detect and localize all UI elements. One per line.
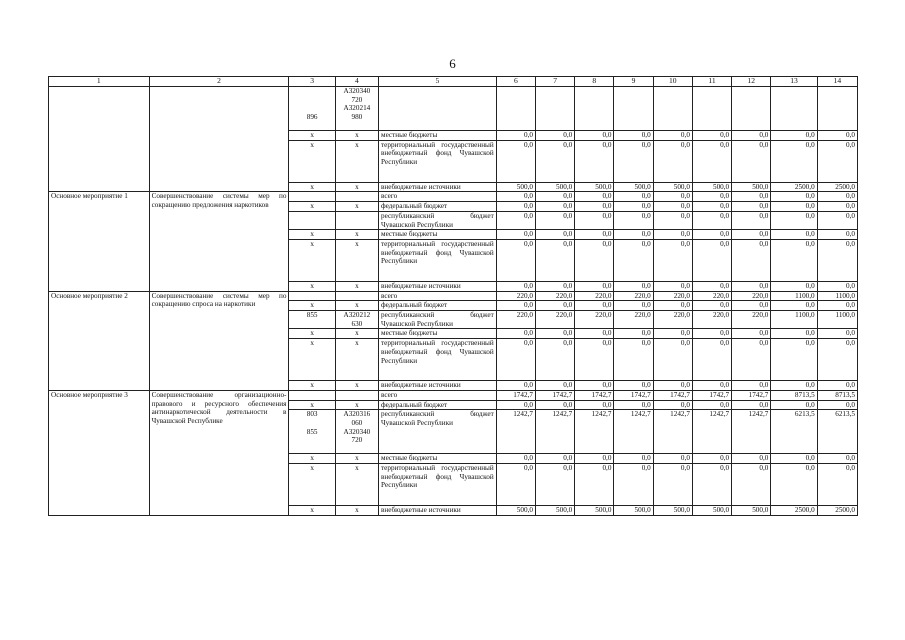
- measure-name: Основное мероприятие 2: [49, 291, 150, 390]
- value-cell: 0,0: [575, 301, 614, 311]
- value-cell: 0,0: [535, 463, 574, 505]
- value-cell: 0,0: [496, 192, 535, 202]
- col-3-cell: х: [289, 454, 335, 464]
- value-cell: 0,0: [771, 230, 817, 240]
- value-cell: 0,0: [575, 239, 614, 281]
- value-cell: 1742,7: [653, 390, 692, 400]
- value-cell: 500,0: [653, 505, 692, 515]
- col-3-cell: х: [289, 463, 335, 505]
- value-cell: 0,0: [692, 381, 731, 391]
- value-cell: 0,0: [653, 329, 692, 339]
- funding-source-label: территориальный государственный внебюджетный фонд Чувашской Республики: [379, 239, 497, 281]
- value-cell: 0,0: [575, 192, 614, 202]
- col-4-cell: х: [335, 329, 378, 339]
- value-cell: 0,0: [653, 281, 692, 291]
- value-cell: 0,0: [653, 230, 692, 240]
- funding-source-label: всего: [379, 291, 497, 301]
- value-cell: 0,0: [817, 131, 857, 141]
- value-cell: 0,0: [771, 400, 817, 410]
- col-3-cell: х: [289, 381, 335, 391]
- value-cell: 0,0: [535, 192, 574, 202]
- value-cell: 0,0: [771, 140, 817, 182]
- value-cell: 0,0: [496, 339, 535, 381]
- value-cell: 0,0: [732, 131, 771, 141]
- value-cell: 0,0: [732, 400, 771, 410]
- value-cell: 0,0: [535, 301, 574, 311]
- value-cell: 0,0: [614, 329, 653, 339]
- value-cell: 0,0: [771, 192, 817, 202]
- value-cell: 1100,0: [817, 311, 857, 329]
- value-cell: 0,0: [692, 192, 731, 202]
- value-cell: 2500,0: [817, 182, 857, 192]
- col-4-cell: х: [335, 182, 378, 192]
- funding-source-label: федеральный бюджет: [379, 301, 497, 311]
- value-cell: 1242,7: [496, 410, 535, 454]
- column-number: 2: [149, 77, 289, 87]
- value-cell: 0,0: [771, 281, 817, 291]
- value-cell: 0,0: [817, 202, 857, 212]
- measure-name: Основное мероприятие 3: [49, 390, 150, 515]
- col-3-cell: х: [289, 230, 335, 240]
- value-cell: 1242,7: [575, 410, 614, 454]
- value-cell: 0,0: [732, 301, 771, 311]
- value-cell: 220,0: [614, 291, 653, 301]
- measure-description: Совершенствование системы мер по сокращению спроса на наркотики: [149, 291, 289, 390]
- value-cell: 0,0: [732, 463, 771, 505]
- value-cell: 0,0: [614, 301, 653, 311]
- value-cell: 0,0: [732, 329, 771, 339]
- value-cell: 500,0: [496, 182, 535, 192]
- col-4-cell: х: [335, 202, 378, 212]
- col-4-cell: [335, 192, 378, 202]
- column-number: 12: [732, 77, 771, 87]
- measure-description: Совершенствование организационно-правового и ресурсного обеспечения антинаркотической деятельности в Чувашской Республике: [149, 390, 289, 515]
- funding-source-label: внебюджетные источники: [379, 281, 497, 291]
- value-cell: 6213,5: [771, 410, 817, 454]
- value-cell: 8713,5: [817, 390, 857, 400]
- col-4-cell: х: [335, 339, 378, 381]
- value-cell: 0,0: [575, 463, 614, 505]
- value-cell: 0,0: [817, 463, 857, 505]
- value-cell: 0,0: [653, 454, 692, 464]
- value-cell: 0,0: [614, 239, 653, 281]
- value-cell: 0,0: [732, 239, 771, 281]
- col-2-cell: [149, 87, 289, 192]
- value-cell: 6213,5: [817, 410, 857, 454]
- value-cell: 500,0: [614, 182, 653, 192]
- value-cell: 0,0: [732, 454, 771, 464]
- value-cell: 500,0: [535, 505, 574, 515]
- value-cell: 0,0: [732, 230, 771, 240]
- col-3-cell: х: [289, 131, 335, 141]
- value-cell: 0,0: [535, 140, 574, 182]
- col-4-cell: х: [335, 140, 378, 182]
- value-cell: 0,0: [614, 211, 653, 229]
- col-4-cell: х: [335, 463, 378, 505]
- value-cell: 0,0: [614, 463, 653, 505]
- value-cell: 0,0: [535, 281, 574, 291]
- value-cell: 0,0: [817, 281, 857, 291]
- value-cell: 220,0: [496, 291, 535, 301]
- col-4-cell: [335, 211, 378, 229]
- col-3-cell: х: [289, 505, 335, 515]
- value-cell: 0,0: [692, 131, 731, 141]
- value-cell: 220,0: [614, 311, 653, 329]
- col-1-cell: [49, 87, 150, 192]
- col-4-cell: х: [335, 131, 378, 141]
- value-cell: 0,0: [614, 192, 653, 202]
- col-3-cell: [289, 390, 335, 400]
- value-cell: 1742,7: [575, 390, 614, 400]
- empty-cell: [496, 87, 535, 131]
- value-cell: 0,0: [771, 329, 817, 339]
- table-row: [49, 192, 858, 202]
- value-cell: 0,0: [692, 239, 731, 281]
- value-cell: 0,0: [535, 211, 574, 229]
- col-4-cell: х: [335, 381, 378, 391]
- value-cell: 0,0: [614, 230, 653, 240]
- funding-source-label: федеральный бюджет: [379, 400, 497, 410]
- column-number: 4: [335, 77, 378, 87]
- value-cell: 0,0: [535, 239, 574, 281]
- value-cell: 2500,0: [817, 505, 857, 515]
- empty-cell: [817, 87, 857, 131]
- col-4-cell: х: [335, 281, 378, 291]
- empty-cell: [771, 87, 817, 131]
- col-3-cell: х: [289, 329, 335, 339]
- budget-table: [48, 76, 858, 516]
- funding-source-label: местные бюджеты: [379, 230, 497, 240]
- col-4-cell: х: [335, 454, 378, 464]
- value-cell: 0,0: [614, 281, 653, 291]
- col-4-cell: х: [335, 230, 378, 240]
- value-cell: 0,0: [614, 381, 653, 391]
- value-cell: 0,0: [771, 211, 817, 229]
- value-cell: 0,0: [817, 192, 857, 202]
- column-number: 7: [535, 77, 574, 87]
- col-4-cell: [335, 291, 378, 301]
- value-cell: 500,0: [732, 182, 771, 192]
- value-cell: 0,0: [535, 454, 574, 464]
- column-number: 11: [692, 77, 731, 87]
- value-cell: 0,0: [732, 192, 771, 202]
- value-cell: 0,0: [771, 131, 817, 141]
- empty-cell: [379, 87, 497, 131]
- value-cell: 500,0: [653, 182, 692, 192]
- value-cell: 0,0: [771, 454, 817, 464]
- col-4-cell: А320212 630: [335, 311, 378, 329]
- header-row: [49, 77, 858, 87]
- value-cell: 0,0: [817, 329, 857, 339]
- funding-source-label: внебюджетные источники: [379, 505, 497, 515]
- value-cell: 0,0: [653, 192, 692, 202]
- empty-cell: [692, 87, 731, 131]
- value-cell: 0,0: [692, 230, 731, 240]
- value-cell: 0,0: [496, 211, 535, 229]
- value-cell: 0,0: [614, 454, 653, 464]
- col-4-cell: х: [335, 239, 378, 281]
- col-3-cell: [289, 211, 335, 229]
- value-cell: 0,0: [817, 211, 857, 229]
- col-4-cell: х: [335, 400, 378, 410]
- budget-code: 896: [289, 87, 335, 131]
- value-cell: 0,0: [496, 281, 535, 291]
- value-cell: 0,0: [575, 202, 614, 212]
- value-cell: 1742,7: [692, 390, 731, 400]
- col-3-cell: х: [289, 140, 335, 182]
- value-cell: 0,0: [496, 301, 535, 311]
- table-row: [49, 390, 858, 400]
- value-cell: 0,0: [817, 239, 857, 281]
- value-cell: 0,0: [614, 202, 653, 212]
- value-cell: 0,0: [732, 339, 771, 381]
- value-cell: 0,0: [817, 230, 857, 240]
- value-cell: 0,0: [817, 339, 857, 381]
- empty-cell: [653, 87, 692, 131]
- value-cell: 0,0: [496, 400, 535, 410]
- value-cell: 0,0: [575, 381, 614, 391]
- value-cell: 1242,7: [692, 410, 731, 454]
- value-cell: 500,0: [614, 505, 653, 515]
- col-4-cell: А320316 060 А320340 720: [335, 410, 378, 454]
- value-cell: 0,0: [692, 301, 731, 311]
- value-cell: 0,0: [653, 211, 692, 229]
- value-cell: 0,0: [692, 140, 731, 182]
- target-article-code: А320340 720 А320214 980: [335, 87, 378, 131]
- empty-cell: [614, 87, 653, 131]
- col-3-cell: 803 855: [289, 410, 335, 454]
- value-cell: 0,0: [653, 463, 692, 505]
- value-cell: 0,0: [535, 329, 574, 339]
- value-cell: 1742,7: [496, 390, 535, 400]
- col-3-cell: х: [289, 301, 335, 311]
- value-cell: 0,0: [575, 329, 614, 339]
- value-cell: 0,0: [614, 140, 653, 182]
- funding-source-label: республиканский бюджет Чувашской Республики: [379, 311, 497, 329]
- value-cell: 1242,7: [614, 410, 653, 454]
- table-row: [49, 87, 858, 131]
- value-cell: 0,0: [575, 140, 614, 182]
- value-cell: 0,0: [535, 230, 574, 240]
- value-cell: 0,0: [496, 463, 535, 505]
- col-3-cell: х: [289, 202, 335, 212]
- value-cell: 0,0: [575, 454, 614, 464]
- value-cell: 0,0: [575, 281, 614, 291]
- column-number: 14: [817, 77, 857, 87]
- value-cell: 500,0: [692, 505, 731, 515]
- value-cell: 0,0: [771, 239, 817, 281]
- value-cell: 0,0: [614, 339, 653, 381]
- col-3-cell: х: [289, 400, 335, 410]
- col-4-cell: х: [335, 505, 378, 515]
- value-cell: 0,0: [653, 400, 692, 410]
- value-cell: 220,0: [535, 311, 574, 329]
- column-number: 9: [614, 77, 653, 87]
- value-cell: 500,0: [575, 505, 614, 515]
- value-cell: 0,0: [575, 131, 614, 141]
- value-cell: 1742,7: [614, 390, 653, 400]
- funding-source-label: территориальный государственный внебюджетный фонд Чувашской Республики: [379, 463, 497, 505]
- col-4-cell: [335, 390, 378, 400]
- value-cell: 0,0: [771, 301, 817, 311]
- value-cell: 220,0: [575, 311, 614, 329]
- empty-cell: [535, 87, 574, 131]
- value-cell: 0,0: [692, 329, 731, 339]
- column-number: 8: [575, 77, 614, 87]
- value-cell: 0,0: [771, 463, 817, 505]
- value-cell: 0,0: [653, 301, 692, 311]
- col-4-cell: х: [335, 301, 378, 311]
- value-cell: 0,0: [771, 381, 817, 391]
- value-cell: 500,0: [535, 182, 574, 192]
- value-cell: 0,0: [496, 381, 535, 391]
- value-cell: 220,0: [692, 311, 731, 329]
- value-cell: 0,0: [817, 301, 857, 311]
- empty-cell: [732, 87, 771, 131]
- value-cell: 8713,5: [771, 390, 817, 400]
- funding-source-label: республиканский бюджет Чувашской Республики: [379, 211, 497, 229]
- column-number: 13: [771, 77, 817, 87]
- value-cell: 1742,7: [535, 390, 574, 400]
- value-cell: 0,0: [496, 131, 535, 141]
- funding-source-label: внебюджетные источники: [379, 182, 497, 192]
- value-cell: 1242,7: [653, 410, 692, 454]
- value-cell: 500,0: [496, 505, 535, 515]
- value-cell: 0,0: [496, 454, 535, 464]
- value-cell: 0,0: [771, 202, 817, 212]
- col-3-cell: х: [289, 339, 335, 381]
- value-cell: 0,0: [732, 140, 771, 182]
- value-cell: 2500,0: [771, 505, 817, 515]
- funding-source-label: внебюджетные источники: [379, 381, 497, 391]
- value-cell: 1742,7: [732, 390, 771, 400]
- value-cell: 0,0: [496, 239, 535, 281]
- column-number: 6: [496, 77, 535, 87]
- value-cell: 220,0: [732, 291, 771, 301]
- value-cell: 0,0: [535, 339, 574, 381]
- value-cell: 0,0: [496, 140, 535, 182]
- value-cell: 0,0: [535, 381, 574, 391]
- col-3-cell: [289, 192, 335, 202]
- value-cell: 0,0: [535, 400, 574, 410]
- value-cell: 500,0: [575, 182, 614, 192]
- value-cell: 500,0: [732, 505, 771, 515]
- value-cell: 0,0: [692, 339, 731, 381]
- value-cell: 0,0: [732, 202, 771, 212]
- value-cell: 220,0: [496, 311, 535, 329]
- measure-description: Совершенствование системы мер по сокращению предложения наркотиков: [149, 192, 289, 291]
- value-cell: 0,0: [692, 202, 731, 212]
- value-cell: 1242,7: [732, 410, 771, 454]
- value-cell: 0,0: [692, 281, 731, 291]
- value-cell: 220,0: [535, 291, 574, 301]
- column-number: 1: [49, 77, 150, 87]
- funding-source-label: федеральный бюджет: [379, 202, 497, 212]
- table-row: [49, 291, 858, 301]
- column-number: 10: [653, 77, 692, 87]
- value-cell: 0,0: [653, 140, 692, 182]
- value-cell: 0,0: [575, 211, 614, 229]
- value-cell: 1100,0: [817, 291, 857, 301]
- funding-source-label: всего: [379, 390, 497, 400]
- column-number: 5: [379, 77, 497, 87]
- value-cell: 220,0: [653, 291, 692, 301]
- measure-name: Основное мероприятие 1: [49, 192, 150, 291]
- value-cell: 0,0: [575, 339, 614, 381]
- value-cell: 220,0: [732, 311, 771, 329]
- value-cell: 0,0: [496, 202, 535, 212]
- value-cell: 0,0: [653, 339, 692, 381]
- page-number: 6: [449, 56, 456, 71]
- funding-source-label: территориальный государственный внебюджетный фонд Чувашской Республики: [379, 140, 497, 182]
- funding-source-label: всего: [379, 192, 497, 202]
- funding-source-label: республиканский бюджет Чувашской Республики: [379, 410, 497, 454]
- value-cell: 0,0: [692, 463, 731, 505]
- value-cell: 0,0: [692, 454, 731, 464]
- col-3-cell: х: [289, 239, 335, 281]
- funding-source-label: местные бюджеты: [379, 131, 497, 141]
- value-cell: 0,0: [732, 211, 771, 229]
- value-cell: 0,0: [653, 202, 692, 212]
- value-cell: 0,0: [535, 131, 574, 141]
- value-cell: 0,0: [817, 140, 857, 182]
- value-cell: 0,0: [817, 381, 857, 391]
- col-3-cell: х: [289, 281, 335, 291]
- value-cell: 1100,0: [771, 311, 817, 329]
- value-cell: 0,0: [817, 454, 857, 464]
- value-cell: 2500,0: [771, 182, 817, 192]
- value-cell: 0,0: [817, 400, 857, 410]
- value-cell: 0,0: [653, 381, 692, 391]
- value-cell: 0,0: [692, 211, 731, 229]
- value-cell: 0,0: [771, 339, 817, 381]
- value-cell: 500,0: [692, 182, 731, 192]
- value-cell: 0,0: [496, 329, 535, 339]
- value-cell: 0,0: [575, 230, 614, 240]
- value-cell: 0,0: [653, 239, 692, 281]
- value-cell: 0,0: [614, 400, 653, 410]
- value-cell: 0,0: [535, 202, 574, 212]
- value-cell: 0,0: [575, 400, 614, 410]
- col-3-cell: х: [289, 182, 335, 192]
- value-cell: 0,0: [732, 381, 771, 391]
- value-cell: 0,0: [496, 230, 535, 240]
- value-cell: 0,0: [653, 131, 692, 141]
- funding-source-label: местные бюджеты: [379, 329, 497, 339]
- value-cell: 0,0: [614, 131, 653, 141]
- value-cell: 220,0: [653, 311, 692, 329]
- value-cell: 1100,0: [771, 291, 817, 301]
- empty-cell: [575, 87, 614, 131]
- column-number: 3: [289, 77, 335, 87]
- value-cell: 0,0: [732, 281, 771, 291]
- funding-source-label: местные бюджеты: [379, 454, 497, 464]
- value-cell: 220,0: [692, 291, 731, 301]
- col-3-cell: [289, 291, 335, 301]
- value-cell: 0,0: [692, 400, 731, 410]
- funding-source-label: территориальный государственный внебюджетный фонд Чувашской Республики: [379, 339, 497, 381]
- col-3-cell: 855: [289, 311, 335, 329]
- value-cell: 1242,7: [535, 410, 574, 454]
- value-cell: 220,0: [575, 291, 614, 301]
